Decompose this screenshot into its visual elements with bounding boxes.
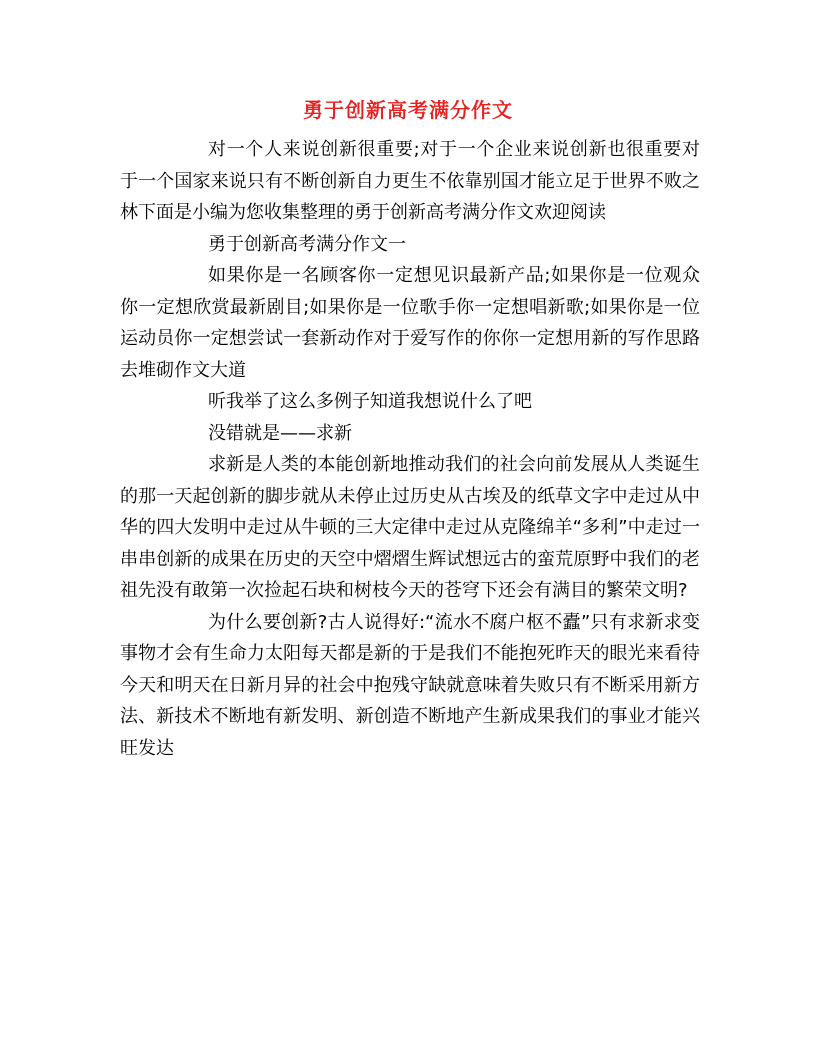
paragraph-history: 求新是人类的本能创新地推动我们的社会向前发展从人类诞生的那一天起创新的脚步就从未停止过历史从古埃及的纸草文字中走过从中华的四大发明中走过从牛顿的三大定律中走过从克隆绵羊“多利”中走过一串串创新的成果在历史的天空中熠熠生辉试想远古的蛮荒原野中我们的老祖先没有敢第一次捡起石块和树枝今天的苍穹下还会有满目的繁荣文明?: [120, 454, 700, 601]
paragraph-examples: 如果你是一名顾客你一定想见识最新产品;如果你是一位观众你一定想欣赏最新剧目;如果你是一位歌手你一定想唱新歌;如果你是一位运动员你一定想尝试一套新动作对于爱写作的你你一定想用新的写作思路去堆砌作文大道: [120, 265, 700, 381]
paragraph-answer: 没错就是——求新: [208, 422, 352, 444]
document-title: 勇于创新高考满分作文: [303, 98, 513, 122]
paragraph-intro: 对一个人来说创新很重要;对于一个企业来说创新也很重要对于一个国家来说只有不断创新自力更生不依靠别国才能立足于世界不败之林下面是小编为您收集整理的勇于创新高考满分作文欢迎阅读: [120, 139, 700, 223]
paragraph-question: 听我举了这么多例子知道我想说什么了吧: [208, 391, 532, 412]
document-body: [120, 134, 700, 764]
paragraph-why-innovate: 为什么要创新?古人说得好:“流水不腐户枢不蠹”只有求新求变事物才会有生命力太阳每天都是新的于是我们不能抱死昨天的眼光来看待今天和明天在日新月异的社会中抱残守缺就意味着失败只有不断采用新方法、新技术不断地有新发明、新创造不断地产生新成果我们的事业才能兴旺发达: [120, 611, 700, 759]
paragraph-essay-heading: 勇于创新高考满分作文一: [208, 233, 406, 255]
